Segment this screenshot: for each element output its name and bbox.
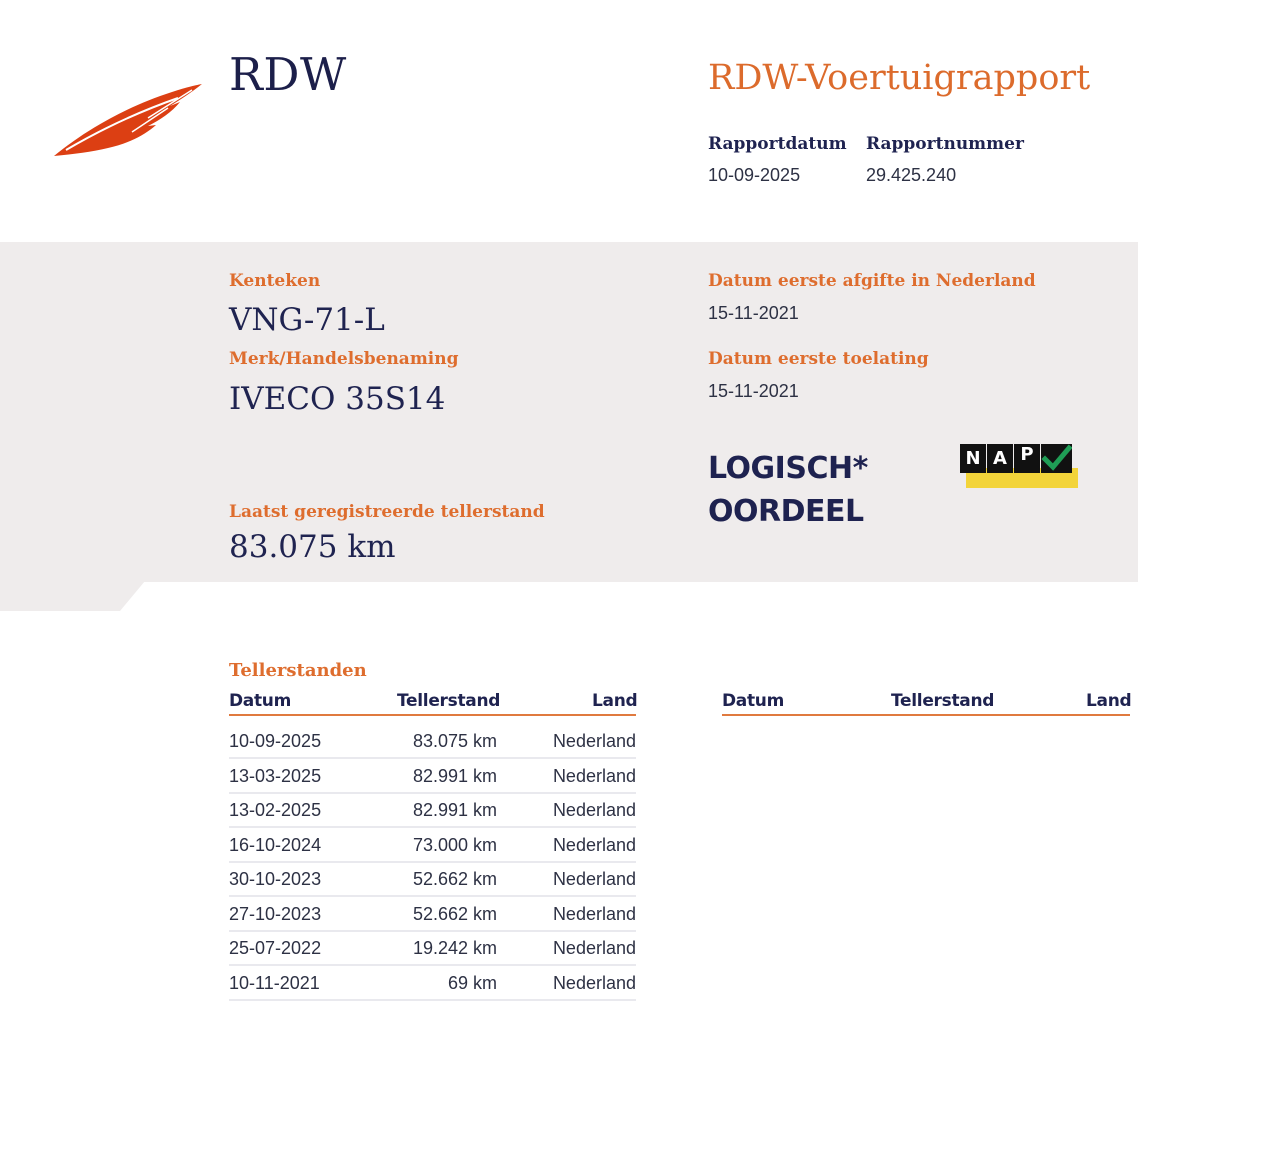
plate-label: Kenteken: [229, 271, 321, 291]
odometer-history-title: Tellerstanden: [229, 660, 367, 681]
first-admission-label: Datum eerste toelating: [708, 349, 929, 369]
cell-date: 10-11-2021: [229, 972, 320, 993]
col-header-country-2: Land: [1086, 691, 1132, 711]
table-row: [229, 863, 636, 897]
cell-date: 13-03-2025: [229, 765, 322, 786]
table-row: [229, 760, 636, 794]
table-row: [229, 967, 636, 1001]
verdict-line-2: OORDEEL: [708, 494, 864, 529]
cell-country: Nederland: [552, 938, 636, 958]
table-row: [229, 725, 636, 759]
table-row: [229, 829, 636, 863]
cell-date: 10-09-2025: [229, 731, 322, 751]
col-header-date: Datum: [229, 691, 292, 711]
nap-letter-p: P: [1014, 444, 1040, 473]
nap-letter-a: A: [987, 444, 1013, 473]
cell-odometer: 73.000 km: [412, 834, 497, 855]
table-row: [229, 794, 636, 828]
brand-name: RDW: [229, 48, 347, 101]
report-number: 29.425.240: [866, 165, 957, 185]
report-title: RDW-Voertuigrapport: [708, 58, 1091, 98]
nap-check-box: [1041, 444, 1072, 473]
cell-date: 25-07-2022: [229, 938, 322, 958]
table-row: [229, 898, 636, 932]
nap-letter-n: N: [960, 444, 986, 473]
cell-date: 13-02-2025: [229, 800, 322, 820]
cell-odometer: 83.075 km: [412, 731, 497, 751]
odometer-value: 83.075 km: [229, 529, 396, 565]
cell-country: Nederland: [552, 903, 636, 924]
license-plate: VNG-71-L: [229, 302, 385, 338]
cell-country: Nederland: [552, 765, 636, 786]
nap-logo: [960, 444, 1078, 490]
table-header-rule-2: [722, 714, 1130, 716]
make-model: IVECO 35S14: [229, 381, 446, 417]
odometer-label: Laatst geregistreerde tellerstand: [229, 502, 545, 522]
cell-date: 16-10-2024: [229, 834, 322, 855]
vehicle-summary-panel: [0, 242, 1138, 582]
col-header-odometer: Tellerstand: [397, 691, 501, 711]
cell-country: Nederland: [552, 972, 636, 993]
first-admission: 15-11-2021: [708, 381, 799, 401]
report-date-label: Rapportdatum: [708, 134, 847, 154]
col-header-date-2: Datum: [722, 691, 785, 711]
cell-country: Nederland: [552, 731, 636, 751]
cell-country: Nederland: [552, 834, 636, 855]
make-label: Merk/Handelsbenaming: [229, 349, 459, 369]
cell-country: Nederland: [552, 869, 636, 889]
col-header-country: Land: [592, 691, 638, 711]
rdw-feather-logo: [52, 78, 208, 160]
cell-date: 27-10-2023: [229, 903, 322, 924]
cell-odometer: 82.991 km: [412, 765, 497, 786]
col-header-odometer-2: Tellerstand: [891, 691, 995, 711]
first-registration-nl: 15-11-2021: [708, 303, 799, 323]
cell-odometer: 82.991 km: [412, 800, 497, 820]
report-number-label: Rapportnummer: [866, 134, 1024, 154]
cell-odometer: 52.662 km: [412, 869, 497, 889]
verdict-line-1: LOGISCH*: [708, 451, 868, 486]
table-row: [229, 932, 636, 966]
cell-date: 30-10-2023: [229, 869, 322, 889]
cell-country: Nederland: [552, 800, 636, 820]
cell-odometer: 52.662 km: [412, 903, 497, 924]
check-icon: [1041, 444, 1072, 473]
table-header-rule: [229, 714, 636, 716]
first-registration-nl-label: Datum eerste afgifte in Nederland: [708, 271, 1036, 291]
cell-odometer: 19.242 km: [412, 938, 497, 958]
panel-tail-shape: [0, 581, 145, 611]
report-date: 10-09-2025: [708, 165, 801, 185]
cell-odometer: 69 km: [447, 972, 497, 993]
